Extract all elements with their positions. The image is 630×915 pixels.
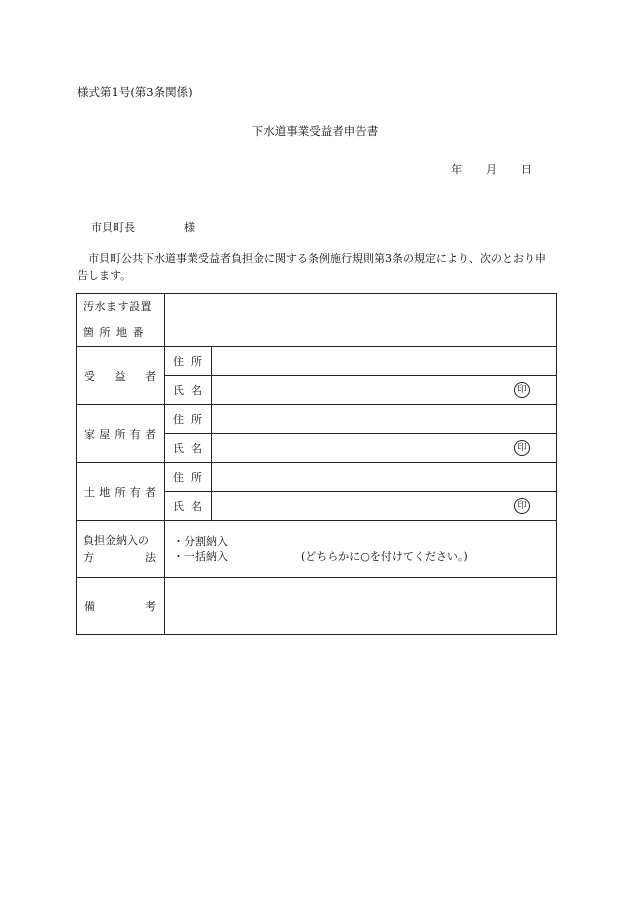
house-owner-name-label-cell: 氏 名 [165, 434, 212, 463]
statement-text: 市貝町公共下水道事業受益者負担金に関する条例施行規則第3条の規定により、次のとおり申告します。 [77, 252, 546, 282]
honorific: 様 [184, 221, 195, 234]
seal-mark: 印 [514, 440, 530, 456]
remarks-label: 備 考 [84, 600, 156, 613]
beneficiary-name-label-cell: 氏 名 [165, 376, 212, 405]
payment-label-line2: 方 法 [83, 551, 156, 564]
land-owner-address-label-cell: 住 所 [165, 463, 212, 492]
beneficiary-label: 受 益 者 [84, 369, 156, 383]
payment-method-field [165, 521, 557, 578]
date-month-label: 月 [486, 163, 497, 176]
remarks-label-cell [77, 578, 165, 635]
date-year-label: 年 [451, 163, 462, 176]
house-owner-name-field[interactable] [212, 434, 557, 463]
house-owner-address-row [77, 405, 557, 434]
remarks-row [77, 578, 557, 635]
beneficiary-label-cell [77, 347, 165, 405]
addressee: 市貝町長 [91, 221, 135, 234]
declaration-table [76, 293, 557, 635]
beneficiary-address-row [77, 347, 557, 376]
document-title: 下水道事業受益者申告書 [251, 124, 379, 138]
beneficiary-name-field[interactable] [212, 376, 557, 405]
location-field[interactable] [165, 294, 557, 347]
payment-method-row [77, 521, 557, 578]
land-owner-label-cell [77, 463, 165, 521]
house-owner-address-label-cell: 住 所 [165, 405, 212, 434]
payment-method-label-cell [77, 521, 165, 578]
house-owner-address-field[interactable] [212, 405, 557, 434]
payment-option-installment[interactable]: ・分割納入 [173, 535, 228, 548]
land-owner-address-row [77, 463, 557, 492]
form-number: 様式第1号(第3条関係) [77, 85, 193, 99]
land-owner-address-field[interactable] [212, 463, 557, 492]
payment-note: (どちらかに○を付けてください。) [301, 550, 468, 563]
house-owner-label: 家 屋 所 有 者 [84, 427, 156, 441]
location-label [77, 294, 165, 347]
seal-mark: 印 [514, 498, 530, 514]
payment-option-lump-sum[interactable]: ・一括納入 [173, 550, 228, 563]
payment-label-line1: 負担金納入の [83, 534, 149, 547]
date-day-label: 日 [521, 163, 532, 176]
land-owner-name-field[interactable] [212, 492, 557, 521]
beneficiary-address-field[interactable] [212, 347, 557, 376]
seal-mark: 印 [514, 382, 530, 398]
remarks-field[interactable] [165, 578, 557, 635]
beneficiary-address-label-cell: 住 所 [165, 347, 212, 376]
land-owner-label: 土 地 所 有 者 [84, 485, 156, 499]
house-owner-label-cell [77, 405, 165, 463]
location-label-line1: 汚水ます設置 [83, 300, 152, 313]
location-label-line2: 箇 所 地 番 [83, 326, 145, 339]
location-row [77, 294, 557, 347]
land-owner-name-label-cell: 氏 名 [165, 492, 212, 521]
